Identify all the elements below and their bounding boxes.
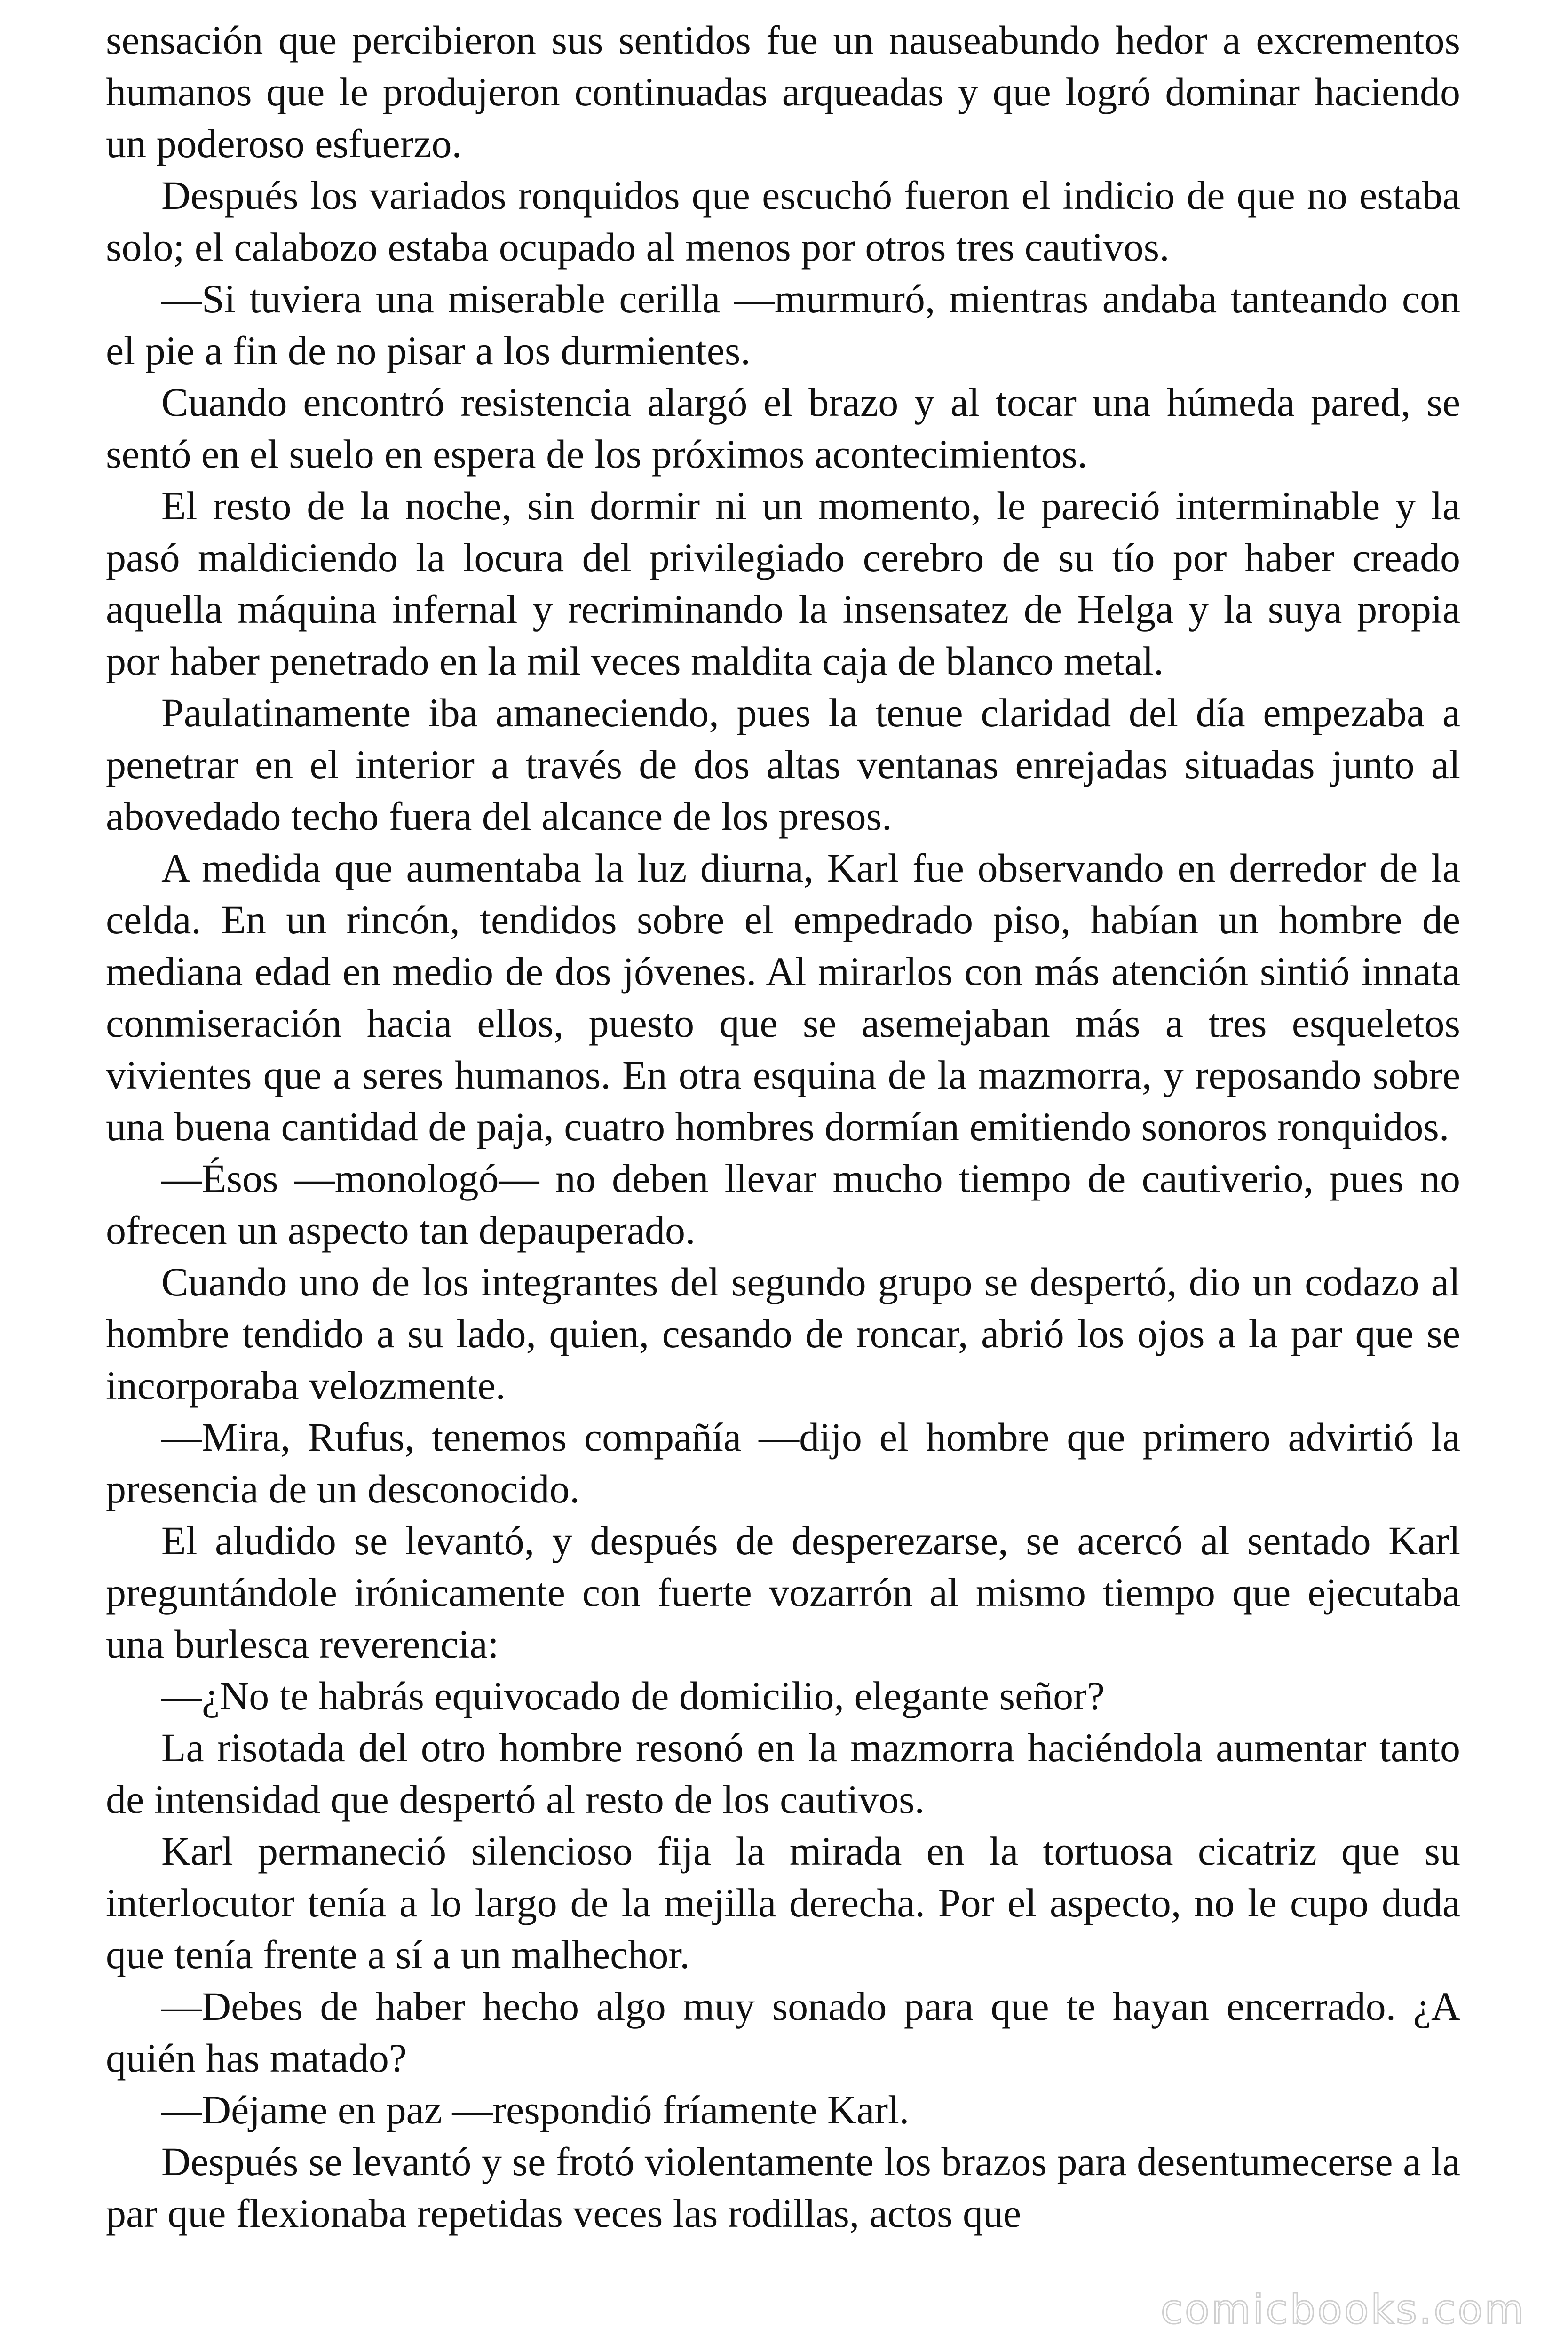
paragraph: A medida que aumentaba la luz diurna, Karl fue observando en derredor de la celda. En un rincón, tendidos sobre el empedrado piso, habían un hombre de mediana edad en medio de dos jóvenes. Al mirarlos con más atención sintió innata conmiseración hacia ellos, puesto que se asemejaban más a tres esqueletos vivientes que a seres humanos. En otra esquina de la mazmorra, y reposando sobre una buena cantidad de paja, cuatro hombres dormían emitiendo sonoros ronquidos. [106, 845, 1460, 1149]
paragraph: —Si tuviera una miserable cerilla —murmuró, mientras andaba tanteando con el pie a fin de no pisar a los durmientes. [106, 276, 1460, 373]
paragraph: Paulatinamente iba amaneciendo, pues la tenue claridad del día empezaba a penetrar en el interior a través de dos altas ventanas enrejadas situadas junto al abovedado techo fuera del alcance de los presos. [106, 690, 1460, 839]
paragraph: Después se levantó y se frotó violentamente los brazos para desentumecerse a la par que flexionaba repetidas veces las rodillas, actos que [106, 2139, 1460, 2236]
paragraph: —Déjame en paz —respondió fríamente Karl. [161, 2087, 910, 2132]
paragraph: El resto de la noche, sin dormir ni un momento, le pareció interminable y la pasó maldiciendo la locura del privilegiado cerebro de su tío por haber creado aquella máquina infernal y recriminando la insensatez de Helga y la suya propia por haber penetrado en la mil veces maldita caja de blanco metal. [106, 483, 1460, 683]
paragraph: Cuando uno de los integrantes del segundo grupo se despertó, dio un codazo al hombre tendido a su lado, quien, cesando de roncar, abrió los ojos a la par que se incorporaba velozmente. [106, 1259, 1460, 1408]
paragraph: —Mira, Rufus, tenemos compañía —dijo el hombre que primero advirtió la presencia de un desconocido. [106, 1414, 1460, 1511]
paragraph: —Ésos —monologó— no deben llevar mucho tiempo de cautiverio, pues no ofrecen un aspecto tan depauperado. [106, 1156, 1460, 1253]
paragraph: Cuando encontró resistencia alargó el brazo y al tocar una húmeda pared, se sentó en el suelo en espera de los próximos acontecimientos. [106, 380, 1460, 477]
paragraph: Karl permaneció silencioso fija la mirada en la tortuosa cicatriz que su interlocutor tenía a lo largo de la mejilla derecha. Por el aspecto, no le cupo duda que tenía frente a sí a un malhechor. [106, 1828, 1460, 1977]
body-text [106, 14, 1460, 2239]
paragraph: La risotada del otro hombre resonó en la mazmorra haciéndola aumentar tanto de intensidad que despertó al resto de los cautivos. [106, 1725, 1460, 1822]
paragraph: —¿No te habrás equivocado de domicilio, elegante señor? [161, 1673, 1105, 1718]
watermark: comicbooks.com [1160, 2286, 1526, 2333]
paragraph: sensación que percibieron sus sentidos fue un nauseabundo hedor a excrementos humanos que le produjeron continuadas arqueadas y que logró dominar haciendo un poderoso esfuerzo. [106, 17, 1460, 166]
paragraph: El aludido se levantó, y después de desperezarse, se acercó al sentado Karl preguntándole irónicamente con fuerte vozarrón al mismo tiempo que ejecutaba una burlesca reverencia: [106, 1518, 1460, 1667]
paragraph: —Debes de haber hecho algo muy sonado para que te hayan encerrado. ¿A quién has matado? [106, 1984, 1460, 2081]
paragraph: Después los variados ronquidos que escuchó fueron el indicio de que no estaba solo; el calabozo estaba ocupado al menos por otros tres cautivos. [106, 173, 1460, 270]
